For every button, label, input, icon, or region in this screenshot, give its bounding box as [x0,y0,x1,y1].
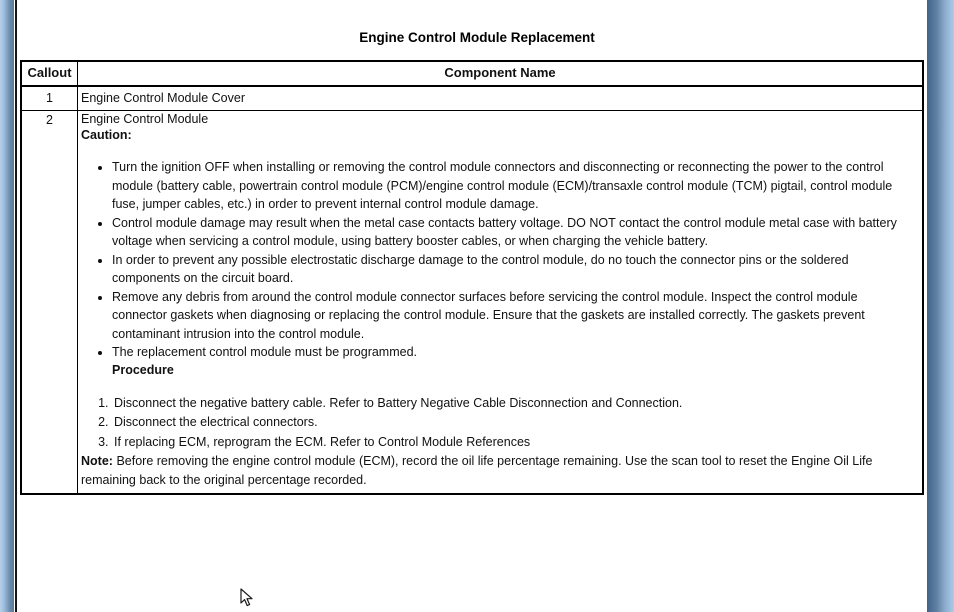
note [81,452,919,489]
caution-label: Caution: [81,128,132,142]
caution-list [81,158,915,362]
procedure-step: 3. If replacing ECM, reprogram the ECM. Refer to Control Module References [112,433,915,453]
table-header-row [21,61,923,86]
procedure-step: 2. Disconnect the electrical connectors. [112,413,915,433]
column-header-component-name: Component Name [78,61,924,86]
table-row [21,86,923,111]
component-name-cell: Engine Control Module Cover [78,86,924,111]
caution-item: • Turn the ignition OFF when installing or removing the control module connectors and disconnecting or reconnecting the power to the control module (battery cable, powertrain control module (PCM)/engine control module (ECM)/transaxle control module (TCM) pigtail, control module fuse, jumper cables, etc.) in order to prevent internal control module damage. [112,158,915,214]
callout-number: 1 [21,86,78,111]
page-title: Engine Control Module Replacement [359,30,595,45]
note-text: Before removing the engine control module (ECM), record the oil life percentage remaining. Use the scan tool to reset the Engine Oil Life remaining back to the original percentage recorded. [81,454,873,487]
caution-item: • The replacement control module must be programmed. [112,343,915,362]
table-row [21,111,923,495]
caution-item: • Control module damage may result when the metal case contacts battery voltage. DO NOT contact the control module metal case with battery voltage when servicing a control module, using battery booster cables, or when charging the vehicle battery. [112,214,915,251]
window-frame-right [927,0,954,612]
procedure-step-list [81,394,915,453]
note-label: Note: [81,454,113,468]
component-detail-cell [78,111,924,495]
caution-item: • In order to prevent any possible electrostatic discharge damage to the control module, do no touch the connector pins or the soldered components on the circuit board. [112,251,915,288]
column-header-callout: Callout [21,61,78,86]
component-table [20,60,924,495]
mouse-cursor-icon [240,588,254,608]
content-border-left [15,0,17,612]
callout-number: 2 [21,111,78,495]
window-frame-left [0,0,14,612]
caution-item: • Remove any debris from around the control module connector surfaces before servicing the control module. Inspect the control module connector gaskets when diagnosing or replacing the control module. Ensure that the gaskets are installed correctly. The gaskets prevent contaminant intrusion into the control module. [112,288,915,344]
procedure-label: Procedure [112,362,174,377]
procedure-step: 1. Disconnect the negative battery cable. Refer to Battery Negative Cable Disconnection and Connection. [112,394,915,414]
component-name: Engine Control Module [81,112,209,126]
